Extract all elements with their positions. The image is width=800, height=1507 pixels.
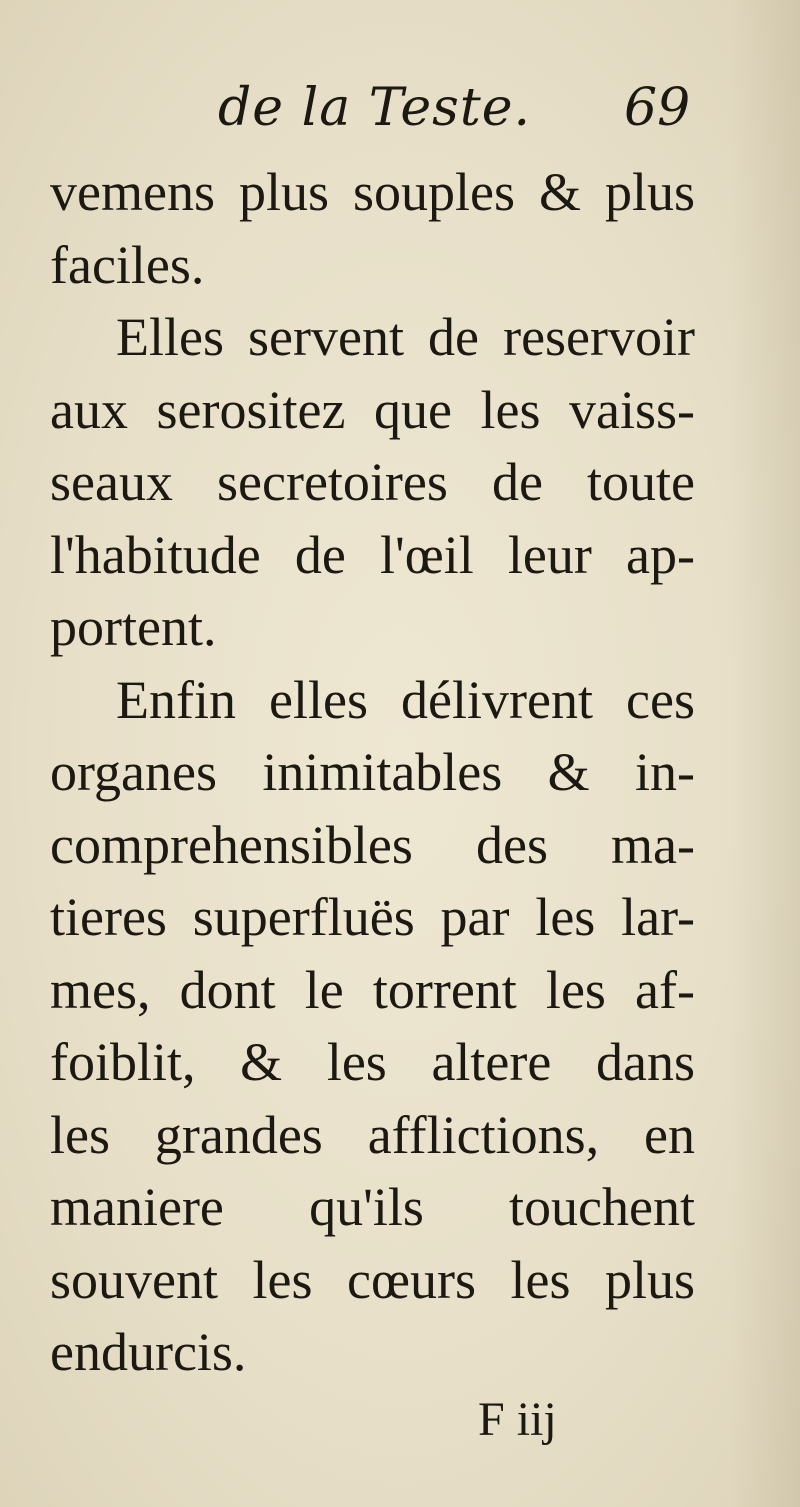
text-line: portent. <box>50 597 217 657</box>
text-line: maniere qu'ils touchent <box>50 1177 695 1237</box>
running-head <box>0 78 800 148</box>
text-line: seaux secretoires de toute <box>50 452 695 512</box>
text-line: les grandes afflictions, en <box>50 1104 695 1165</box>
text-line: mes, dont le torrent les af- <box>50 959 695 1020</box>
text-line: faciles. <box>50 234 205 295</box>
text-line: comprehensibles des ma- <box>50 814 695 875</box>
paragraph-start-line: Elles servent de reservoir <box>116 307 695 367</box>
text-line: aux serositez que les vaiss- <box>50 379 695 440</box>
body-text <box>50 156 695 1389</box>
page-edge-shadow <box>730 0 800 1507</box>
paragraph-start-line: Enfin elles délivrent ces <box>116 669 695 730</box>
text-line: endurcis. <box>50 1322 247 1382</box>
signature-mark: F iij <box>478 1393 557 1446</box>
text-line: souvent les cœurs les plus <box>50 1249 695 1310</box>
page-number: 69 <box>624 78 691 138</box>
text-line: l'habitude de l'œil leur ap- <box>50 524 695 585</box>
text-line: foiblit, & les altere dans <box>50 1032 695 1092</box>
running-head-title: de la Teste. <box>218 78 532 138</box>
text-line: organes inimitables & in- <box>50 742 695 802</box>
text-line: vemens plus souples & plus <box>50 162 695 222</box>
text-line: tieres superfluës par les lar- <box>50 887 695 947</box>
